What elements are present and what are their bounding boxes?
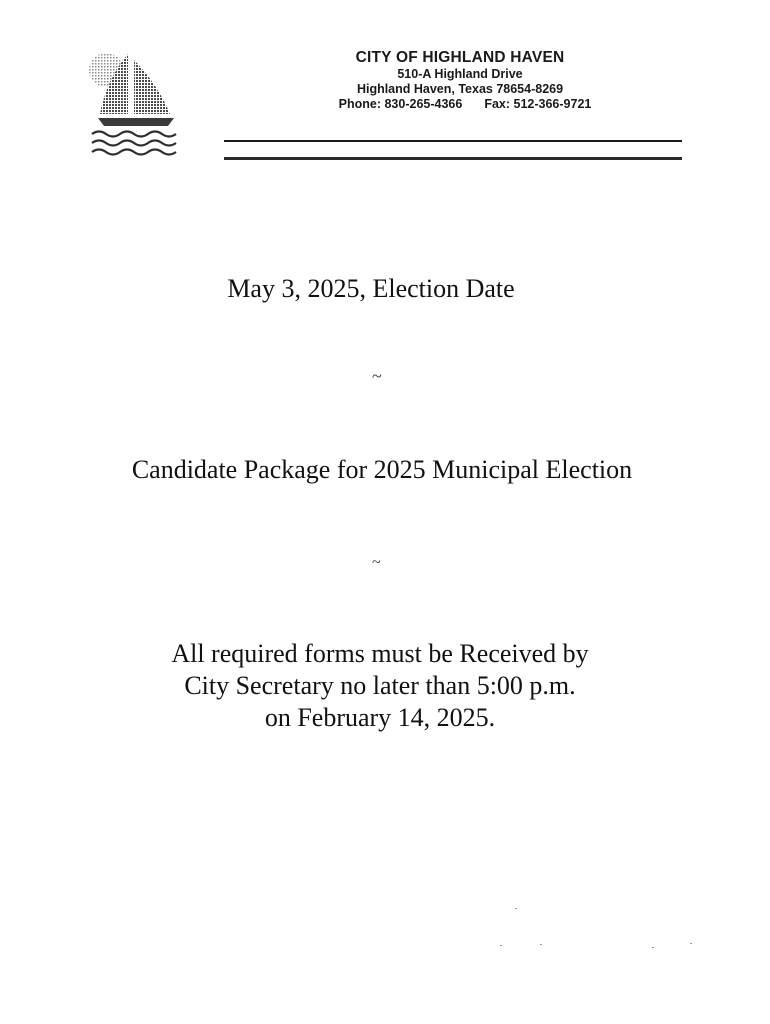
scan-speck xyxy=(652,947,654,948)
letterhead-block xyxy=(290,49,630,112)
deadline-line-2: City Secretary no later than 5:00 p.m. xyxy=(184,671,576,700)
scan-speck xyxy=(690,943,692,944)
deadline-line-3: on February 14, 2025. xyxy=(264,703,496,732)
city-name: CITY OF HIGHLAND HAVEN xyxy=(355,49,565,66)
scan-speck xyxy=(515,908,517,909)
deadline-line-1: All required forms must be Received by xyxy=(171,639,589,668)
separator-tilde: ~ xyxy=(372,366,382,386)
address-line-2: Highland Haven, Texas 78654-8269 xyxy=(356,82,564,96)
separator-tilde: ~ xyxy=(372,554,381,571)
sailboat-logo-icon xyxy=(82,44,186,166)
fax-number: Fax: 512-366-9721 xyxy=(484,97,592,111)
filing-deadline-notice xyxy=(0,638,765,734)
scan-speck xyxy=(540,944,542,945)
letterhead-divider-top xyxy=(224,140,682,142)
scan-speck xyxy=(500,945,502,946)
address-line-1: 510-A Highland Drive xyxy=(397,67,523,81)
contact-line xyxy=(300,97,630,112)
package-title: Candidate Package for 2025 Municipal Election xyxy=(131,455,633,484)
election-date-heading: May 3, 2025, Election Date xyxy=(227,274,515,303)
letterhead-divider-bottom xyxy=(224,157,682,160)
phone-number: Phone: 830-265-4366 xyxy=(338,97,463,111)
